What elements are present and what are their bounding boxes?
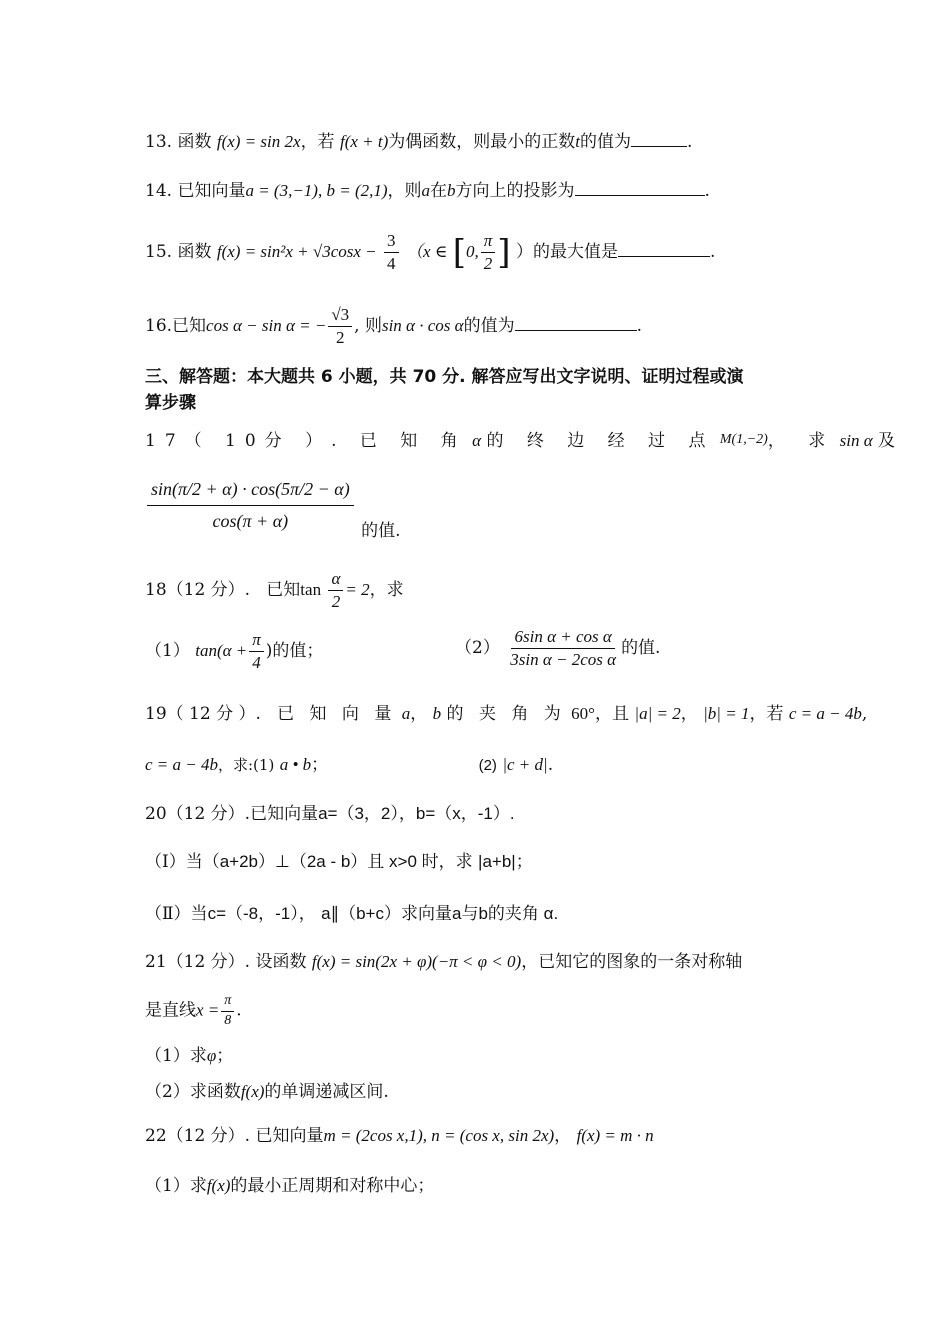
q21-part-1: （1）求φ； [145, 1046, 234, 1066]
q22-part-1: （1）求f(x)的最小正周期和对称中心； [145, 1176, 435, 1196]
fraction: $\frac{\sin(\pi/2 + \alpha) \cdot \cos(5\pi/2 - \alpha)}{\cos(\pi + \alpha)}$ [147, 476, 354, 531]
question-22: 22（12 分）. 已知向量m = (2cos x,1), n = (cos x, sin 2x)， f(x) = m · n [145, 1126, 654, 1146]
question-18: 18（12 分）. 已知tan $\frac{\alpha}{2}$ = 2，求 [145, 569, 404, 611]
question-15: 15. 函数 f(x) = sin²x + √3cosx − $\frac{3}{4}$ （x ∈ [0, $\frac{\pi}{2}$ ] ）的最大值是 . [145, 231, 716, 273]
fraction: $\frac{\text{6sin α + cos α}}{\text{3sin α − 2cos α}}$ [510, 627, 617, 669]
q17-expression: $\frac{\sin(\pi/2 + \alpha) \cdot \cos(5\pi/2 - \alpha)}{\cos(\pi + \alpha)}$ 的值. [145, 476, 401, 540]
q13-function: f(x) = sin 2x [216, 132, 301, 151]
fraction: $\frac{\alpha}{2}$ [328, 570, 343, 611]
fraction: $\frac{\pi}{8}$ [221, 994, 234, 1028]
q20-part-1: （Ⅰ）当（a+2b）⊥（2a - b）且 x>0 时，求 |a+b|； [145, 852, 533, 872]
q20-part-2: （Ⅱ）当c=（-8，-1）， a∥（b+c）求向量a与b的夹角 α. [145, 904, 559, 924]
q21-line-2: 是直线x = $\frac{\pi}{8}$ . [145, 993, 242, 1028]
fraction: $\frac{√3}{2}$ [328, 306, 352, 347]
q18-part-1: （1） tan(α + $\frac{\pi}{4}$ )的值； [145, 630, 324, 672]
answer-blank [631, 146, 687, 147]
question-20: 20（12 分）.已知向量a=（3，2），b=（x，-1）. [145, 804, 515, 824]
section-heading: 三、解答题：本大题共 6 小题，共 70 分. 解答应写出文字说明、证明过程或演 [145, 367, 744, 387]
answer-blank [618, 256, 710, 257]
fraction: $\frac{3}{4}$ [384, 232, 399, 273]
answer-blank [575, 195, 705, 196]
q19-line-2: c = a − 4b，求:(1) a • b； (2) |c + d|. [145, 755, 554, 775]
fraction: $\frac{\pi}{4}$ [249, 631, 264, 672]
question-16: 16.已知cos α − sin α = − $\frac{√3}{2}$ , 则sin α · cos α的值为 . [145, 305, 642, 347]
question-19: 19（ 12 分 ）. 已 知 向 量 a， b 的 夹 角 为 60°，且 |a| = 2， |b| = 1，若 c = a − 4b, [145, 704, 868, 724]
q21-part-2: （2）求函数f(x)的单调递减区间. [145, 1082, 389, 1102]
q18-part-2: （2） $\frac{\text{6sin α + cos α}}{\text{3sin α − 2cos α}}$ 的值. [455, 627, 661, 669]
answer-blank [515, 330, 637, 331]
q13-number: 13. [145, 132, 173, 152]
question-14: 14. 已知向量a = (3,−1), b = (2,1)，则a在b方向上的投影为 . [145, 181, 710, 201]
question-17: 17（ 10分 ）. 已 知 角 α 的 终 边 经 过 点 M(1,−2)， 求 sin α 及 [145, 431, 896, 451]
question-21: 21（12 分）. 设函数 f(x) = sin(2x + φ)(−π < φ < 0)，已知它的图象的一条对称轴 [145, 952, 743, 972]
question-13: 13. 函数 f(x) = sin 2x，若 f(x + t)为偶函数，则最小的正数t的值为 . [145, 132, 693, 152]
fraction: $\frac{\pi}{2}$ [481, 232, 496, 273]
section-heading-cont: 算步骤 [145, 393, 196, 413]
